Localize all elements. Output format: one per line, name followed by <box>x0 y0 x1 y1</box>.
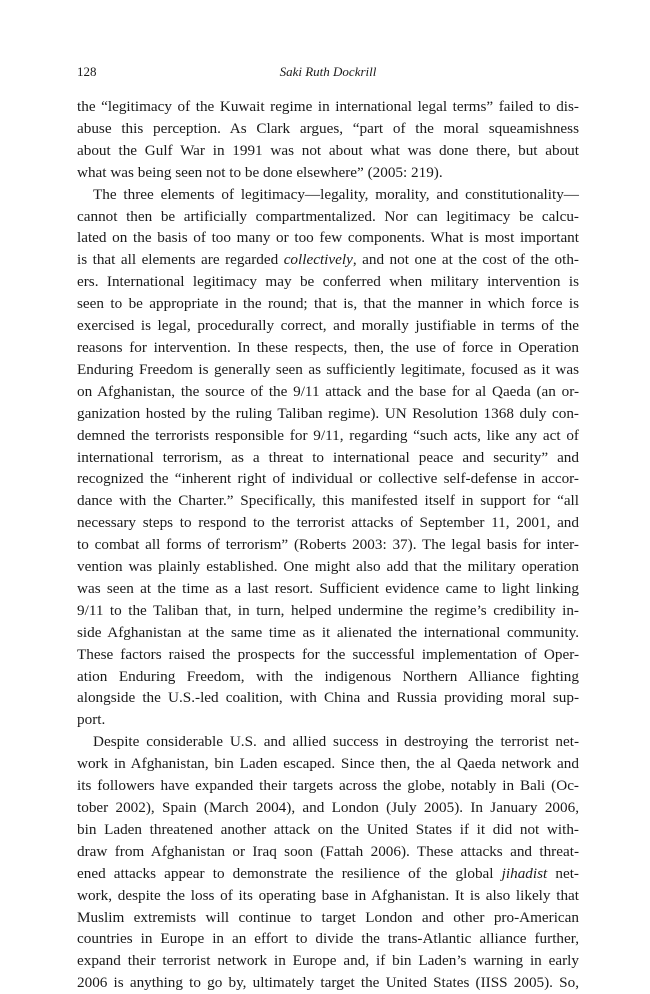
text-line: work, despite the loss of its operating base in Afghanistan. It is also likely that <box>77 886 579 904</box>
text-line: bin Laden threatened another attack on the United States if it did not with- <box>77 820 579 838</box>
paragraph-1 <box>77 96 579 184</box>
text-line: about the Gulf War in 1991 was not about what was done there, but about <box>77 141 579 159</box>
text-line: countries in Europe in an effort to divide the trans-Atlantic alliance further, <box>77 930 579 948</box>
paragraph-2 <box>77 184 579 732</box>
text-line: 9/11 to the Taliban that, in turn, helped undermine the regime’s credibility in- <box>77 601 579 619</box>
text-run: is that all elements are regarded <box>77 251 284 269</box>
text-run: , and not one at the cost of the oth- <box>352 251 579 269</box>
text-line: The three elements of legitimacy—legality, morality, and constitutionality— <box>93 185 579 203</box>
text-line: ation Enduring Freedom, with the indigenous Northern Alliance fighting <box>77 667 579 685</box>
text-line: Muslim extremists will continue to target London and other pro-American <box>77 908 579 926</box>
text-line: reasons for intervention. In these respects, then, the use of force in Operation <box>77 338 579 356</box>
text-line: draw from Afghanistan or Iraq soon (Fattah 2006). These attacks and threat- <box>77 842 579 860</box>
text-line: These factors raised the prospects for the successful implementation of Oper- <box>77 645 579 663</box>
page-number: 128 <box>77 64 97 79</box>
text-line: alongside the U.S.-led coalition, with China and Russia providing moral sup- <box>77 689 579 707</box>
running-head <box>77 60 579 82</box>
text-line <box>77 249 579 271</box>
text-line: abuse this perception. As Clark argues, “part of the moral squeamishness <box>77 119 579 137</box>
text-line: Despite considerable U.S. and allied success in destroying the terrorist net- <box>93 733 579 751</box>
text-line: recognized the “inherent right of individual or collective self-defense in accor- <box>77 470 579 488</box>
text-run: ened attacks appear to demonstrate the resilience of the global <box>77 864 502 882</box>
text-line: ganization hosted by the ruling Taliban regime). UN Resolution 1368 duly con- <box>77 404 579 422</box>
text-line: port. <box>77 711 106 729</box>
paragraph-3 <box>77 731 579 994</box>
text-line <box>77 863 579 885</box>
text-line: tober 2002), Spain (March 2004), and London (July 2005). In January 2006, <box>77 799 579 816</box>
text-line: was seen at the time as a last resort. Sufficient evidence came to light linking <box>77 579 579 597</box>
text-line: ers. International legitimacy may be conferred when military intervention is <box>77 273 579 291</box>
text-line: seen to be appropriate in the round; that is, that the manner in which force is <box>77 295 579 313</box>
text-line: expand their terrorist network in Europe and, if bin Laden’s warning in early <box>77 952 579 970</box>
text-line: its followers have expanded their targets across the globe, notably in Bali (Oc- <box>77 777 579 795</box>
text-line: cannot then be artificially compartmentalized. Nor can legitimacy be calcu- <box>77 207 579 225</box>
book-page <box>77 60 579 994</box>
text-line: vention was plainly established. One might also add that the military operation <box>77 558 579 576</box>
text-line: what was being seen not to be done elsewhere” (2005: 219). <box>77 163 443 181</box>
body-text <box>77 96 579 994</box>
text-line: dance with the Charter.” Specifically, this manifested itself in support for “all <box>77 492 579 510</box>
text-line: demned the terrorists responsible for 9/11, regarding “such acts, like any act of <box>77 426 579 444</box>
emphasis-collectively: collectively <box>283 251 353 269</box>
text-line: exercised is legal, procedurally correct, and morally justifiable in terms of the <box>77 317 579 335</box>
text-line: 2006 is anything to go by, ultimately target the United States (IISS 2005). So, <box>77 974 579 992</box>
text-line: work in Afghanistan, bin Laden escaped. Since then, the al Qaeda network and <box>77 755 579 773</box>
text-line: international terrorism, as a threat to international peace and security” and <box>77 448 579 466</box>
text-line: on Afghanistan, the source of the 9/11 attack and the base for al Qaeda (an or- <box>77 382 579 400</box>
text-line: to combat all forms of terrorism” (Roberts 2003: 37). The legal basis for inter- <box>77 536 579 554</box>
text-line: side Afghanistan at the same time as it alienated the international community. <box>77 623 579 641</box>
text-run: net- <box>547 864 579 882</box>
emphasis-jihadist: jihadist <box>501 864 548 882</box>
running-title: Saki Ruth Dockrill <box>279 64 377 79</box>
text-line: Enduring Freedom is generally seen as sufficiently legitimate, focused as it was <box>77 360 579 378</box>
text-line: lated on the basis of too many or too few components. What is most important <box>77 229 579 247</box>
text-line: necessary steps to respond to the terrorist attacks of September 11, 2001, and <box>77 514 579 532</box>
text-line: the “legitimacy of the Kuwait regime in international legal terms” failed to dis- <box>77 98 579 115</box>
